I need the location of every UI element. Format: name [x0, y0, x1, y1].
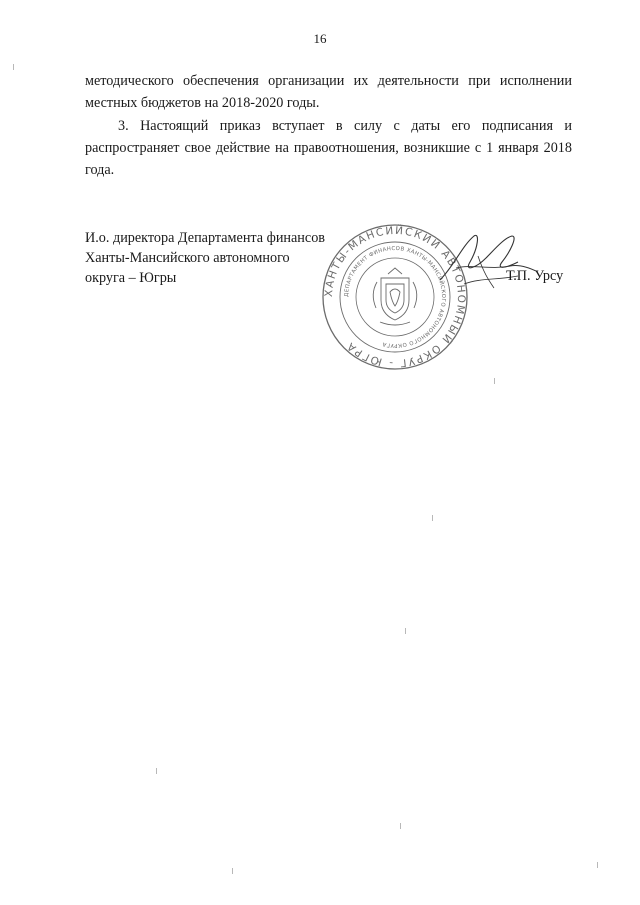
seal-inner-text: ДЕПАРТАМЕНТ ФИНАНСОВ ХАНТЫ-МАНСИЙСКОГО АВТОНОМНОГО ОКРУГА	[343, 245, 447, 349]
signer-position-line-3: округа – Югры	[85, 270, 177, 286]
handwritten-signature	[432, 228, 542, 298]
signer-name: Т.П. Урсу	[506, 268, 564, 284]
coat-of-arms-icon	[373, 268, 417, 325]
signature-block	[85, 228, 325, 288]
paragraph-effective-date: 3. Настоящий приказ вступает в силу с даты его подписания и распространяет свое действие на правоотношения, возникшие с 1 января 2018 года.	[85, 118, 572, 178]
signer-position-line-1: И.о. директора Департамента финансов	[85, 230, 325, 246]
scan-speck	[432, 515, 433, 521]
paragraph-continuation: методического обеспечения организации их деятельности при исполнении местных бюджетов на 2018-2020 годы.	[85, 73, 572, 111]
scan-speck	[597, 862, 598, 868]
scan-speck	[400, 823, 401, 829]
scan-speck	[494, 378, 495, 384]
scan-speck	[232, 868, 233, 874]
scan-speck	[156, 768, 157, 774]
svg-text:ДЕПАРТАМЕНТ ФИНАНСОВ ХАНТЫ-МАН	[344, 246, 446, 348]
scan-speck	[13, 64, 14, 70]
signer-position-line-2: Ханты-Мансийского автономного	[85, 250, 290, 266]
seal-outer-text: ХАНТЫ-МАНСИЙСКИЙ АВТОНОМНЫЙ ОКРУГ - ЮГРА	[322, 224, 468, 370]
scan-speck	[405, 628, 406, 634]
page-number: 16	[313, 31, 327, 46]
